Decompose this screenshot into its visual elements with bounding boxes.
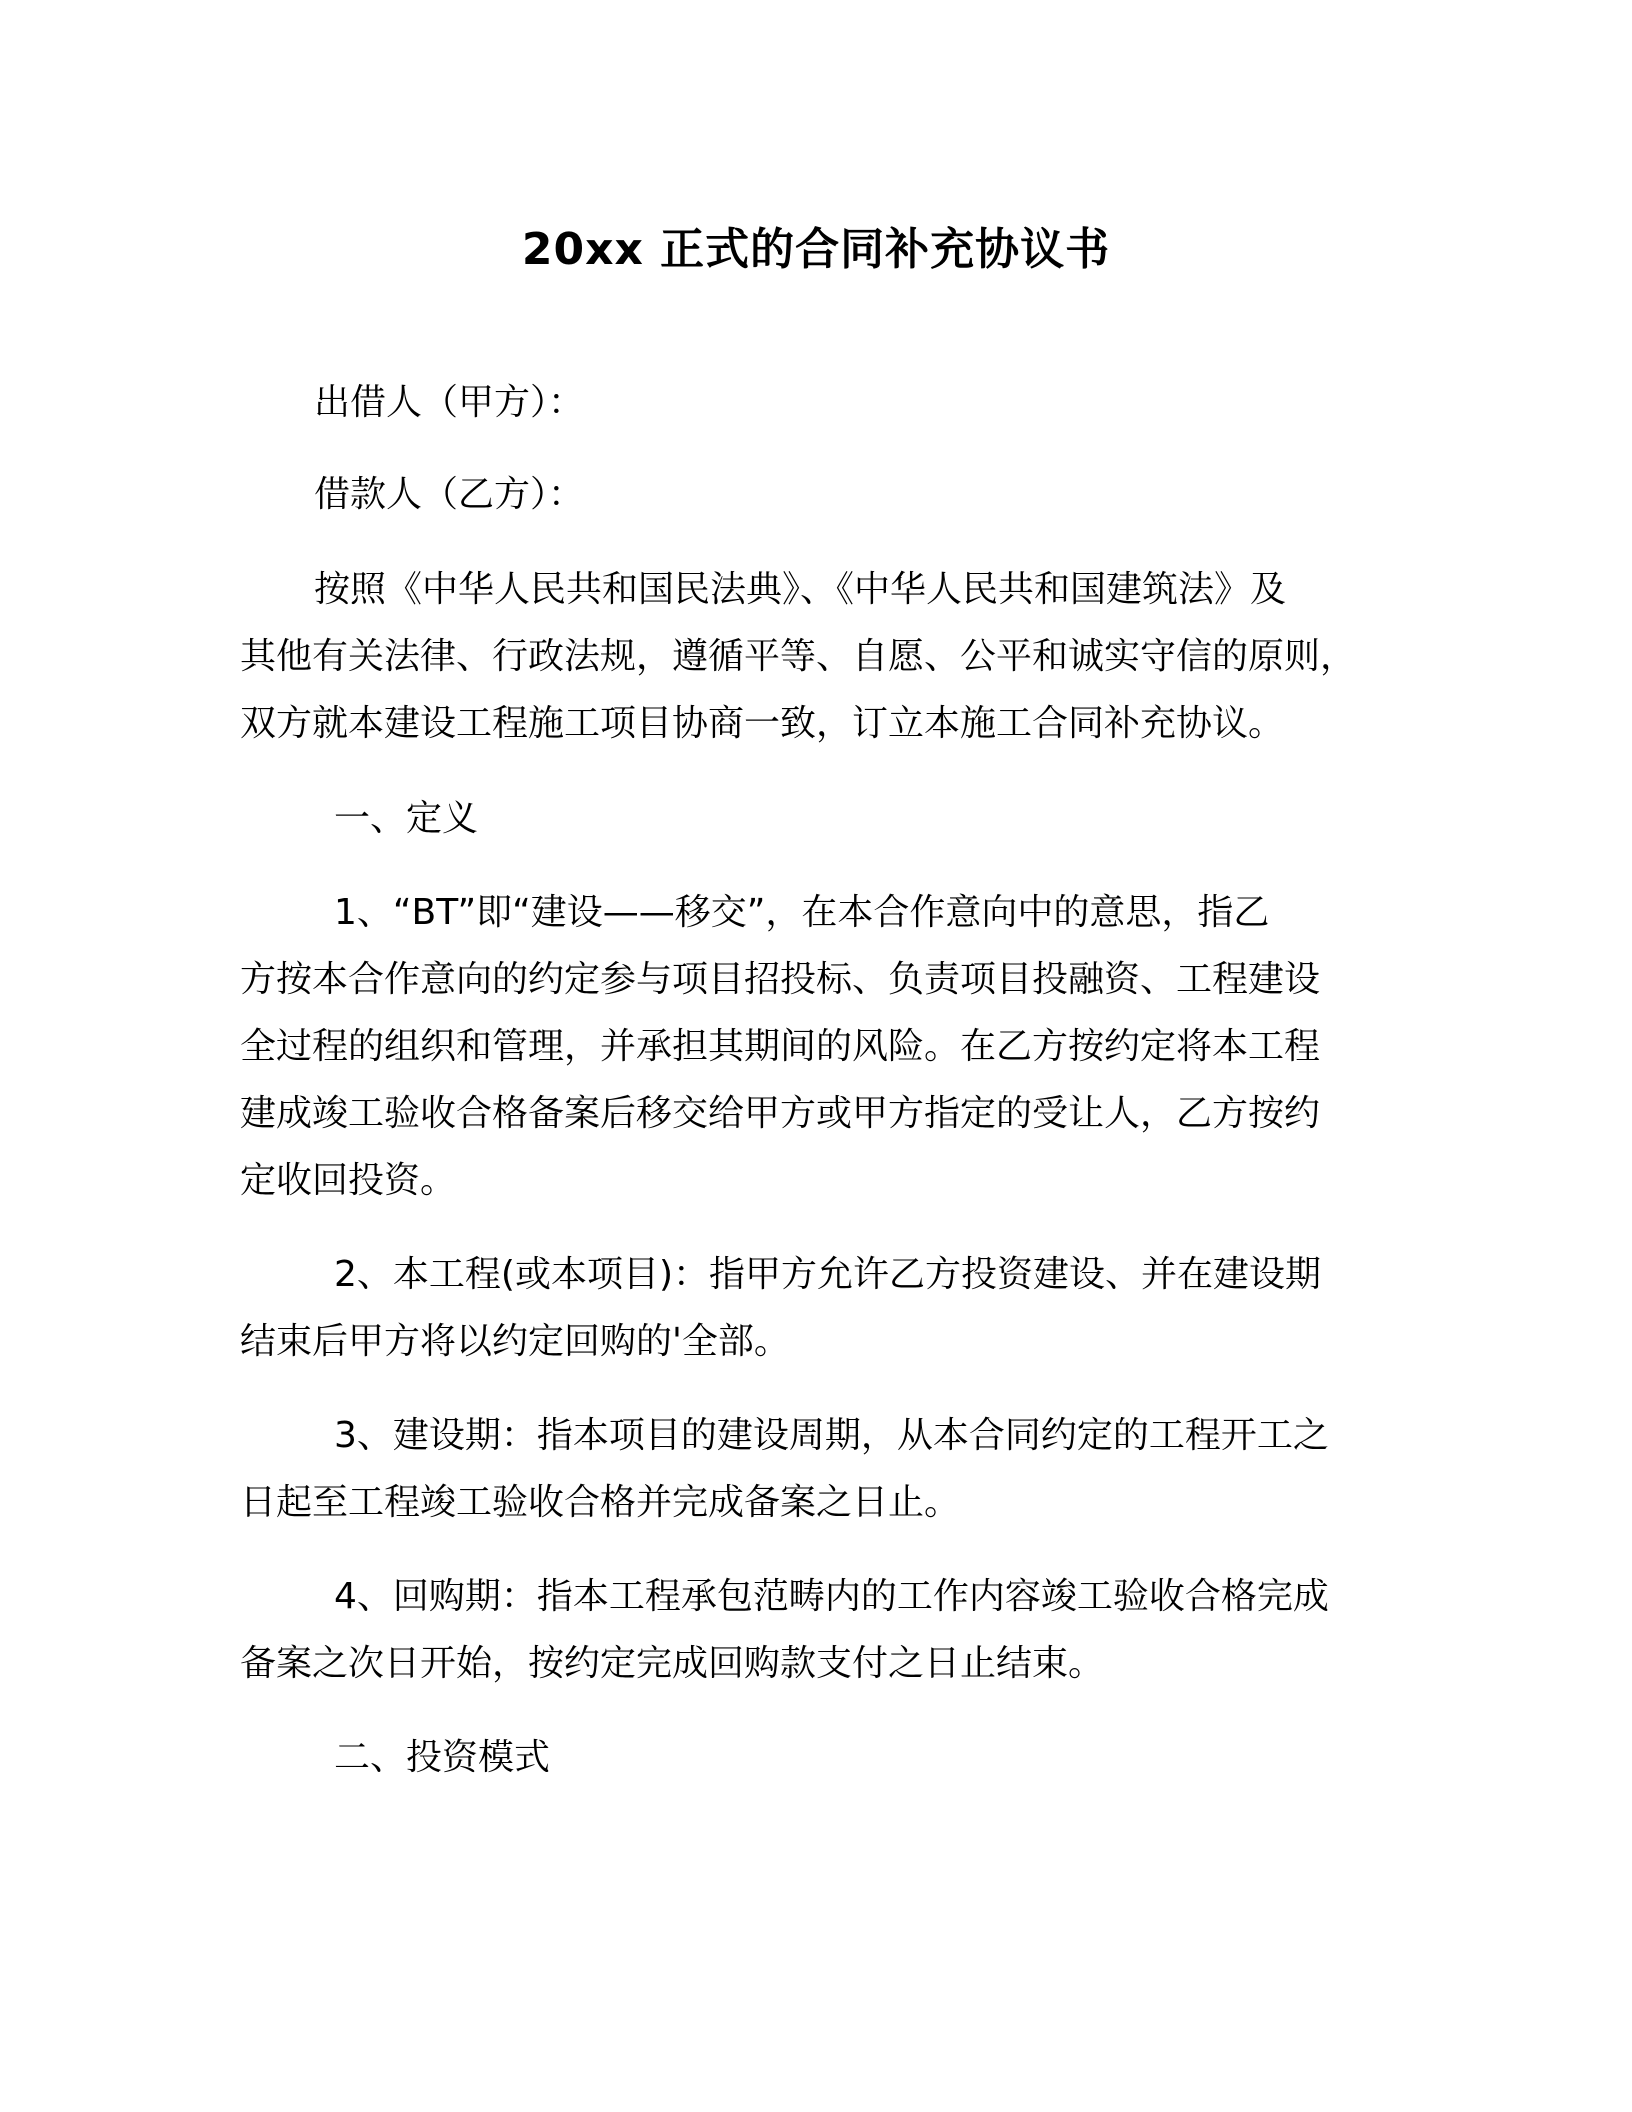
document-title: 20xx 正式的合同补充协议书 <box>521 224 1111 275</box>
section-2-heading: 二、投资模式 <box>334 1737 551 1778</box>
definition-1-line-1: 1、“BT”即“建设——移交”，在本合作意向中的意思，指乙 <box>334 892 1270 933</box>
definition-1-line-4: 建成竣工验收合格备案后移交给甲方或甲方指定的受让人，乙方按约 <box>240 1093 1321 1134</box>
definition-3-line-1: 3、建设期：指本项目的建设周期，从本合同约定的工程开工之 <box>334 1415 1329 1456</box>
definition-4-line-1: 4、回购期：指本工程承包范畴内的工作内容竣工验收合格完成 <box>334 1576 1329 1617</box>
definition-1-line-3: 全过程的组织和管理，并承担其期间的风险。在乙方按约定将本工程 <box>240 1026 1321 1067</box>
borrower-line: 借款人（乙方）： <box>314 474 585 515</box>
section-1-heading: 一、定义 <box>334 798 479 839</box>
lender-line: 出借人（甲方）： <box>314 382 585 423</box>
definition-4-line-2: 备案之次日开始，按约定完成回购款支付之日止结束。 <box>240 1643 1105 1684</box>
definition-2-line-2: 结束后甲方将以约定回购的'全部。 <box>240 1321 790 1362</box>
definition-1-line-5: 定收回投资。 <box>240 1160 457 1201</box>
preamble-line-3: 双方就本建设工程施工项目协商一致，订立本施工合同补充协议。 <box>240 703 1285 744</box>
definition-1-line-2: 方按本合作意向的约定参与项目招投标、负责项目投融资、工程建设 <box>240 959 1321 1000</box>
preamble-line-1: 按照《中华人民共和国民法典》、《中华人民共和国建筑法》及 <box>314 569 1287 610</box>
definition-2-line-1: 2、本工程(或本项目)：指甲方允许乙方投资建设、并在建设期 <box>334 1254 1321 1295</box>
preamble-line-2: 其他有关法律、行政法规，遵循平等、自愿、公平和诚实守信的原则， <box>240 636 1357 677</box>
definition-3-line-2: 日起至工程竣工验收合格并完成备案之日止。 <box>240 1482 961 1523</box>
